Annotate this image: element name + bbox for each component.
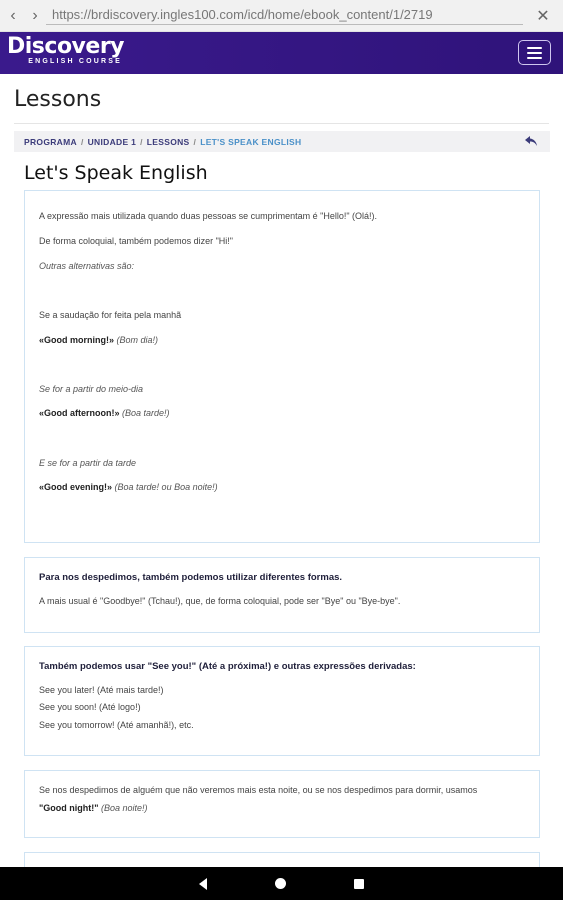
card-heading: Também podemos usar "See you!" (Até a próxima!) e outras expressões derivadas: bbox=[39, 661, 416, 672]
lesson-card-farewells bbox=[24, 557, 540, 633]
page-title: Lessons bbox=[14, 87, 102, 112]
breadcrumb-current: LET'S SPEAK ENGLISH bbox=[200, 136, 302, 147]
text-line: Outras alternativas são: bbox=[39, 261, 135, 271]
breadcrumb-programa[interactable]: PROGRAMA bbox=[24, 136, 77, 147]
example-line bbox=[39, 335, 158, 346]
breadcrumb-separator: / bbox=[193, 136, 197, 147]
text-line: See you tomorrow! (Até amanhã!), etc. bbox=[39, 720, 194, 730]
home-circle-icon[interactable] bbox=[275, 878, 286, 889]
lesson-title: Let's Speak English bbox=[24, 162, 208, 184]
greeting-phrase: «Good evening!» bbox=[39, 482, 113, 492]
lesson-card-good-night bbox=[24, 770, 540, 838]
reply-arrow-icon[interactable] bbox=[524, 135, 538, 147]
browser-url-bar bbox=[0, 0, 563, 32]
breadcrumb-separator: / bbox=[140, 136, 143, 147]
site-header bbox=[0, 32, 563, 74]
lesson-card-see-you bbox=[24, 646, 540, 756]
breadcrumb-separator: / bbox=[80, 136, 84, 147]
recent-apps-square-icon[interactable] bbox=[354, 879, 364, 889]
translation: (Bom dia!) bbox=[116, 335, 159, 345]
text-line: E se for a partir da tarde bbox=[39, 458, 137, 468]
text-line: De forma coloquial, também podemos dizer "Hi!" bbox=[39, 236, 233, 246]
text-line: See you soon! (Até logo!) bbox=[39, 702, 141, 712]
back-triangle-icon[interactable] bbox=[199, 878, 207, 890]
text-line: Se nos despedimos de alguém que não veremos mais esta noite, ou se nos despedimos para dormir, usamos bbox=[39, 785, 478, 795]
greeting-phrase: "Good night!" bbox=[39, 803, 99, 813]
chevron-right-icon[interactable]: › bbox=[32, 6, 38, 24]
card-heading: Para nos despedimos, também podemos utilizar diferentes formas. bbox=[39, 572, 343, 583]
text-line: Se a saudação for feita pela manhã bbox=[39, 310, 182, 320]
breadcrumb-lessons[interactable]: LESSONS bbox=[146, 136, 190, 147]
discovery-logo[interactable] bbox=[7, 35, 124, 65]
translation: (Boa noite!) bbox=[101, 803, 148, 813]
close-icon[interactable]: ✕ bbox=[536, 8, 550, 25]
hamburger-menu-icon[interactable] bbox=[518, 40, 551, 65]
translation: (Boa tarde! ou Boa noite!) bbox=[114, 482, 218, 492]
logo-text: Discovery bbox=[7, 34, 125, 59]
logo-subtitle: ENGLISH COURSE bbox=[28, 58, 123, 65]
text-line: A expressão mais utilizada quando duas pessoas se cumprimentam é "Hello!" (Olá!). bbox=[39, 211, 378, 221]
title-divider bbox=[14, 123, 549, 124]
text-line: A mais usual é "Goodbye!" (Tchau!), que, de forma coloquial, pode ser "Bye" ou "Bye-bye". bbox=[39, 596, 401, 606]
example-line bbox=[39, 803, 148, 814]
example-line bbox=[39, 482, 218, 493]
text-line: See you later! (Até mais tarde!) bbox=[39, 685, 164, 695]
text-line: Se for a partir do meio-dia bbox=[39, 384, 144, 394]
lesson-card-greetings bbox=[24, 190, 540, 543]
example-line bbox=[39, 408, 170, 419]
greeting-phrase: «Good morning!» bbox=[39, 335, 114, 345]
breadcrumb-unidade[interactable]: UNIDADE 1 bbox=[87, 136, 137, 147]
greeting-phrase: «Good afternoon!» bbox=[39, 408, 120, 418]
chevron-left-icon[interactable]: ‹ bbox=[10, 6, 16, 24]
breadcrumb bbox=[14, 131, 550, 152]
translation: (Boa tarde!) bbox=[122, 408, 170, 418]
system-navigation-bar bbox=[0, 867, 563, 900]
url-field[interactable]: https://brdiscovery.ingles100.com/icd/home/ebook_content/1/2719 bbox=[46, 7, 523, 25]
